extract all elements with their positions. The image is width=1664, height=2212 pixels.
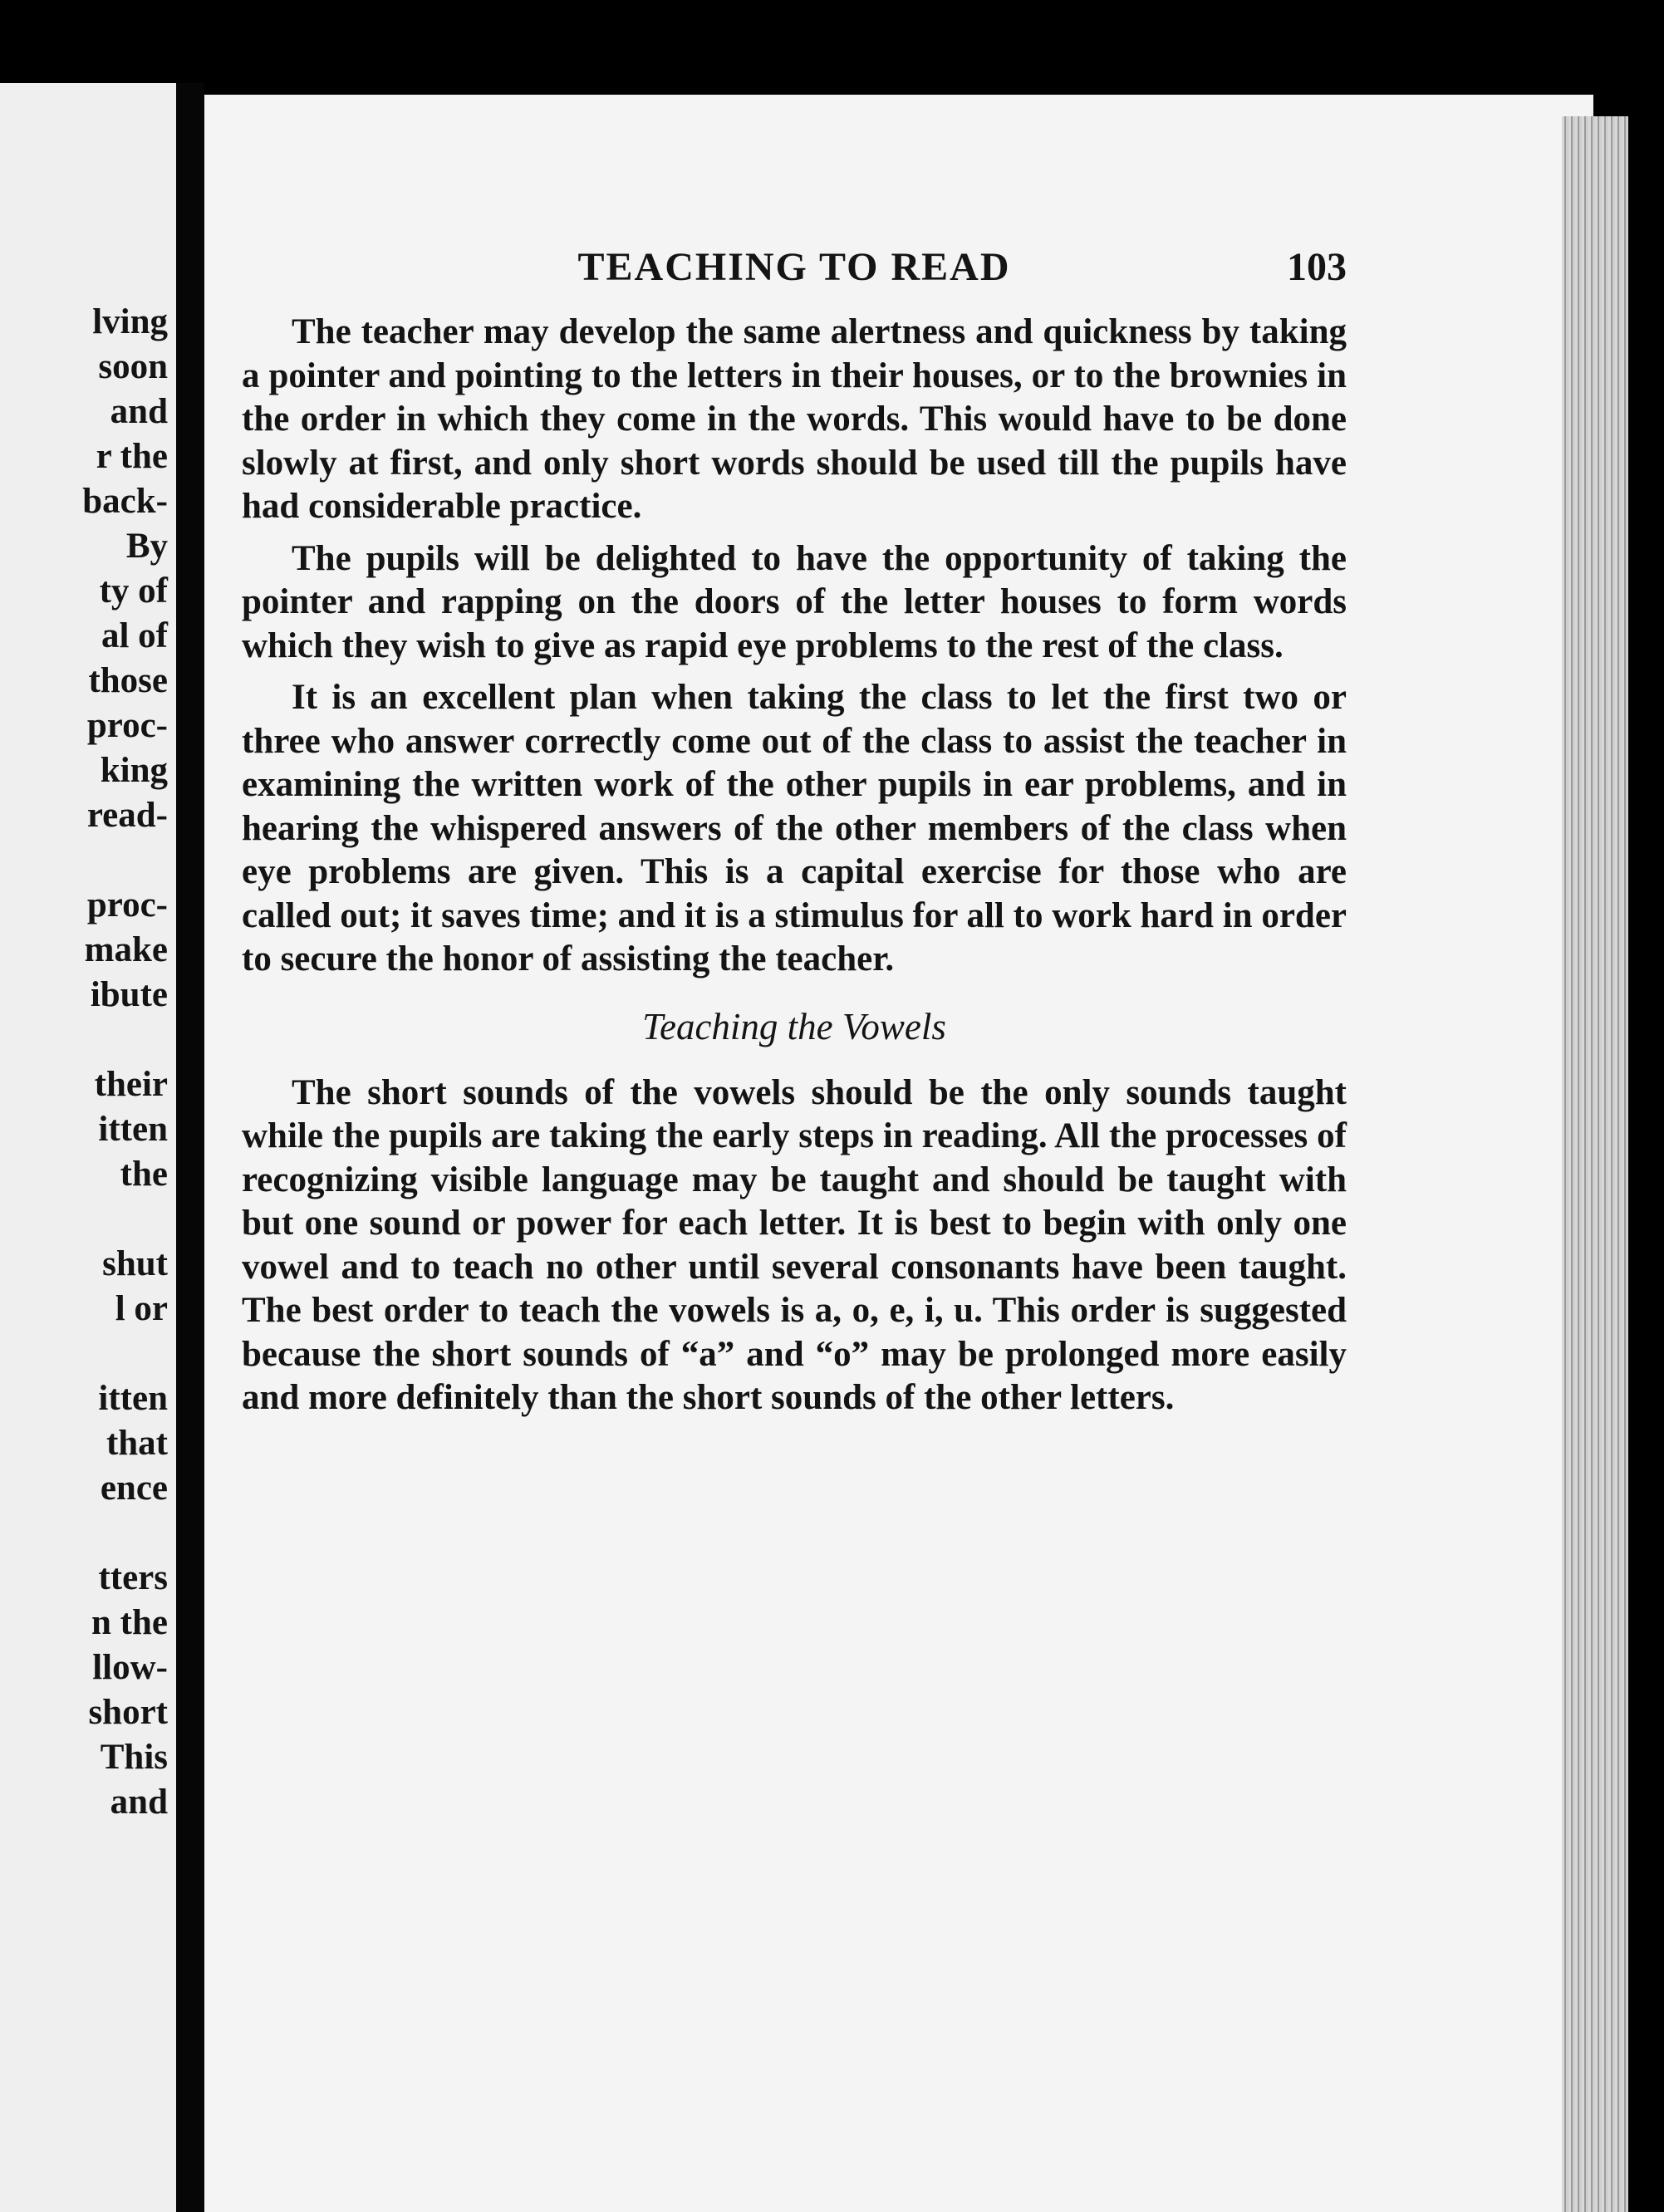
- previous-page-fragment: n the: [91, 1603, 168, 1642]
- previous-page-fragment: itten: [98, 1379, 168, 1418]
- previous-page-fragment: r the: [96, 437, 168, 476]
- paragraph: The pupils will be delighted to have the opportunity of taking the pointer and rapping on the doors of the letter houses to form words which they wish to give as rapid eye problems to the rest of the class.: [242, 538, 1347, 665]
- previous-page-fragment: make: [84, 930, 168, 969]
- running-head: [242, 244, 1347, 311]
- previous-page-fragment: itten: [98, 1110, 168, 1149]
- previous-page-fragment: soon: [98, 347, 168, 386]
- previous-page-fragment: By: [125, 527, 168, 566]
- previous-page-fragment: ibute: [90, 975, 168, 1014]
- previous-page-fragment: and: [110, 1783, 168, 1822]
- previous-page-fragment: king: [100, 751, 168, 790]
- previous-page-fragment: read-: [86, 796, 168, 835]
- previous-page-fragment: the: [120, 1155, 168, 1194]
- paragraph: The short sounds of the vowels should be the only sounds taught while the pupils are taking the early steps in reading. All the processes of recognizing visible language may be taught and should be taught with but one sound or power for each letter. It is best to begin with only one vowel and to teach no other until several consonants have been taught. The best order to teach the vowels is a, o, e, i, u. This order is suggested because the short sounds of “a” and “o” may be prolonged more easily and more definitely than the short sounds of the other letters.: [242, 1072, 1347, 1417]
- previous-page-fragment: l or: [115, 1289, 168, 1328]
- previous-page-fragment: ence: [100, 1469, 168, 1508]
- previous-page-fragment: al of: [101, 616, 168, 655]
- previous-page: [0, 83, 176, 2212]
- previous-page-fragment: those: [88, 661, 168, 700]
- book-gutter: [176, 83, 204, 2212]
- paragraph: The teacher may develop the same alertness and quickness by taking a pointer and pointing to the letters in their houses, or to the brownies in the order in which they come in the words. This would have to be done slowly at first, and only short words should be used till the pupils have had considerable practice.: [242, 312, 1347, 526]
- previous-page-fragment: proc-: [86, 885, 168, 925]
- page-number: 103: [1287, 245, 1347, 289]
- previous-page-fragment: short: [88, 1693, 168, 1732]
- page-text-block: [242, 244, 1347, 1420]
- previous-page-fragment: llow-: [92, 1648, 168, 1687]
- paragraph: It is an excellent plan when taking the class to let the first two or three who answer correctly come out of the class to assist the teacher in examining the written work of the other pupils in ear problems, and in hearing the whispered answers of the other members of the class when eye problems are given. This is a capital exercise for those who are called out; it saves time; and it is a stimulus for all to work hard in order to secure the honor of assisting the teacher.: [242, 678, 1347, 978]
- previous-page-fragment: back-: [82, 482, 168, 521]
- running-title: TEACHING TO READ: [577, 245, 1011, 289]
- previous-page-fragment: shut: [102, 1244, 168, 1283]
- previous-page-fragment: their: [94, 1065, 168, 1104]
- section-heading: Teaching the Vowels: [642, 1005, 946, 1047]
- previous-page-fragment: tters: [98, 1558, 168, 1597]
- previous-page-fragment: and: [110, 392, 168, 431]
- previous-page-fragment: This: [100, 1738, 168, 1777]
- previous-page-fragment: ty of: [99, 571, 168, 611]
- current-page: [204, 95, 1593, 2212]
- page-edges: [1562, 116, 1628, 2212]
- previous-page-fragment: proc-: [86, 706, 168, 745]
- previous-page-fragment: lving: [92, 302, 168, 341]
- previous-page-fragment: that: [106, 1424, 168, 1463]
